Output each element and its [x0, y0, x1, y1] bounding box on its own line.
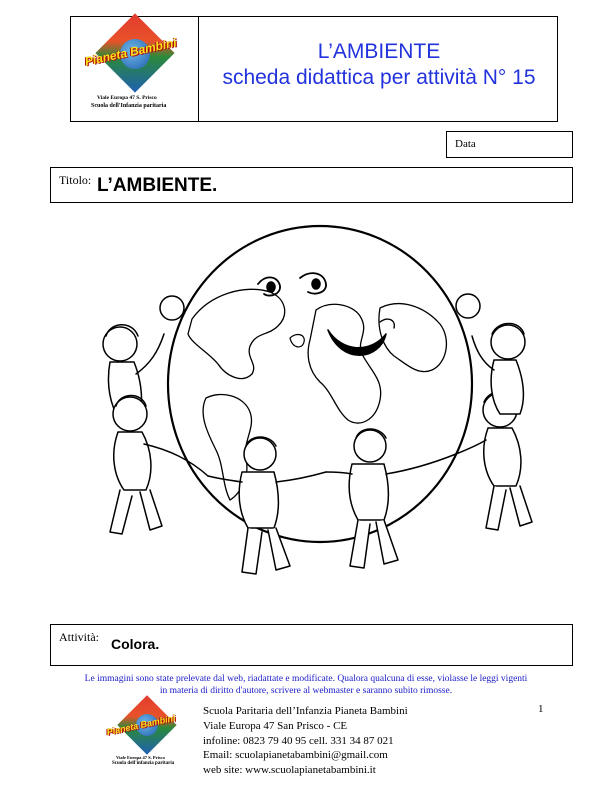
child-body [491, 360, 523, 414]
child-head [456, 294, 480, 318]
footer-logo-address: Viale Europa 47 S. Prisco [116, 755, 165, 760]
page-number: 1 [538, 703, 544, 715]
title-line-2: scheda didattica per attività N° 15 [222, 66, 536, 89]
child-head [244, 438, 276, 470]
title-label: Titolo: [59, 173, 92, 187]
footer-logo-school: Scuola dell'infanzia paritaria [112, 761, 175, 766]
globe-left-pupil [267, 282, 275, 292]
child-body [349, 464, 388, 520]
globe-outline [168, 226, 472, 542]
footer-phone: infoline: 0823 79 40 95 cell. 331 34 87 021 [203, 734, 394, 747]
footer-logo [100, 700, 194, 770]
activity-label: Attività: [59, 630, 99, 644]
child-head [491, 325, 525, 359]
date-label: Data [455, 138, 476, 150]
logo-address-text: Viale Europa 47 S. Prisco [97, 95, 157, 101]
globe-children-illustration [80, 214, 560, 614]
footer-logo-brand: Pianeta Bambini [105, 712, 177, 738]
date-field[interactable] [446, 131, 573, 158]
child-head [160, 296, 184, 320]
footer-email[interactable]: Email: scuolapianetabambini@gmail.com [203, 749, 388, 762]
copyright-disclaimer [20, 673, 592, 697]
logo-school-text: Scuola dell'Infanzia paritaria [91, 103, 167, 109]
activity-value: Colora. [111, 636, 160, 652]
activity-field [50, 624, 573, 666]
globe-right-pupil [312, 279, 320, 289]
footer-address: Viale Europa 47 San Prisco - CE [203, 719, 348, 732]
disclaimer-line-2: in materia di diritto d'autore, scrivere al webmaster e saranno subito rimosse. [159, 686, 453, 696]
title-line-1: L’AMBIENTE [317, 40, 441, 63]
logo-cell [71, 17, 199, 121]
title-value: L’AMBIENTE. [97, 175, 218, 196]
page-title [201, 39, 557, 91]
child-head [354, 430, 386, 462]
child-body [484, 428, 521, 486]
child-body [114, 432, 151, 490]
header-box [70, 16, 558, 122]
school-logo [81, 23, 189, 115]
footer-website[interactable]: web site: www.scuolapianetabambini.it [203, 764, 376, 777]
title-field [50, 167, 573, 203]
logo-brand-text: Pianeta Bambini [83, 35, 178, 69]
footer-school-name: Scuola Paritaria dell’Infanzia Pianeta Bambini [203, 705, 408, 717]
disclaimer-line-1: Le immagini sono state prelevate dal web, riadattate e modificate. Qualora qualcuna di esse, violasse le leggi vigenti [84, 674, 528, 684]
footer-contact-info [203, 704, 408, 778]
child-body [239, 472, 278, 528]
